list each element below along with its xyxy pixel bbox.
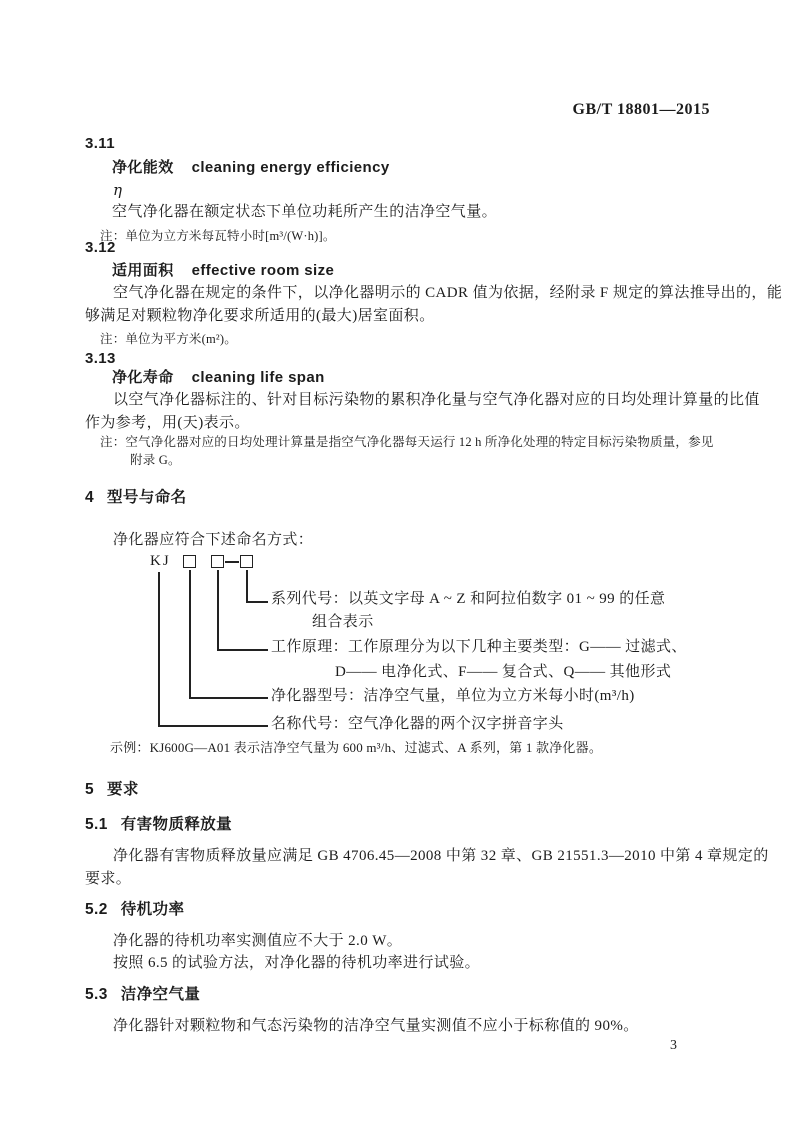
- term-number: 3.13: [85, 350, 116, 367]
- term-cn: 净化能效: [112, 159, 174, 176]
- model-prefix: KJ: [150, 553, 171, 569]
- diagram-label-series: 系列代号：以英文字母 A ~ Z 和阿拉伯数字 01 ~ 99 的任意: [271, 591, 666, 607]
- model-dash: [225, 561, 239, 563]
- connector-line: [189, 697, 268, 699]
- definition-line: 空气净化器在规定的条件下，以净化器明示的 CADR 值为依据，经附录 F 规定的算法推导出的，能: [113, 285, 783, 301]
- connector-line: [217, 570, 219, 650]
- diagram-label-series-cont: 组合表示: [312, 614, 374, 630]
- definition-line: 作为参考，用(天)表示。: [85, 415, 250, 431]
- connector-line: [246, 601, 268, 603]
- note-line: 注：单位为平方米(m²)。: [100, 332, 237, 346]
- doc-code: GB/T 18801—2015: [572, 101, 710, 118]
- term-symbol: η: [113, 181, 123, 199]
- connector-line: [189, 570, 191, 698]
- section-number: 4: [85, 489, 95, 506]
- subsection-heading: [85, 900, 184, 920]
- definition-line: 空气净化器在额定状态下单位功耗所产生的洁净空气量。: [112, 204, 498, 220]
- body-line: 要求。: [85, 871, 132, 887]
- section-title: 要求: [107, 781, 139, 798]
- model-box-3: [240, 555, 253, 568]
- term-en: cleaning energy efficiency: [191, 159, 390, 176]
- body-line: 按照 6.5 的试验方法，对净化器的待机功率进行试验。: [113, 955, 481, 971]
- subsection-number: 5.1: [85, 816, 108, 833]
- diagram-label-name: 名称代号：空气净化器的两个汉字拼音字头: [271, 716, 564, 732]
- diagram-label-principle-cont: D—— 电净化式、F—— 复合式、Q—— 其他形式: [335, 664, 672, 680]
- connector-line: [158, 572, 160, 726]
- diagram-label-model: 净化器型号：洁净空气量，单位为立方米每小时(m³/h): [271, 688, 635, 704]
- term-number: 3.11: [85, 135, 115, 152]
- subsection-heading: [85, 985, 200, 1005]
- term-cn: 净化寿命: [112, 369, 174, 386]
- model-box-1: [183, 555, 196, 568]
- definition-line: 以空气净化器标注的、针对目标污染物的累积净化量与空气净化器对应的日均处理计算量的比值: [113, 392, 760, 408]
- body-line: 净化器针对颗粒物和气态污染物的洁净空气量实测值不应小于标称值的 90%。: [113, 1018, 639, 1034]
- connector-line: [217, 649, 268, 651]
- subsection-number: 5.2: [85, 901, 108, 918]
- subsection-title: 有害物质释放量: [120, 816, 233, 833]
- subsection-title: 待机功率: [120, 901, 185, 918]
- term-cn: 适用面积: [112, 262, 174, 279]
- connector-line: [246, 570, 248, 602]
- note-line: 注：空气净化器对应的日均处理计算量是指空气净化器每天运行 12 h 所净化处理的特定目标污染物质量，参见: [100, 435, 714, 449]
- diagram-label-principle: 工作原理：工作原理分为以下几种主要类型：G—— 过滤式、: [271, 639, 687, 655]
- naming-intro: 净化器应符合下述命名方式：: [113, 532, 314, 548]
- term-number: 3.12: [85, 239, 116, 256]
- section-title: 型号与命名: [107, 489, 187, 506]
- section-heading: [85, 488, 187, 508]
- body-line: 净化器的待机功率实测值应不大于 2.0 W。: [113, 933, 403, 949]
- term-en: effective room size: [191, 262, 335, 279]
- term-en: cleaning life span: [191, 369, 325, 386]
- subsection-heading: [85, 815, 232, 835]
- section-heading: [85, 780, 139, 800]
- section-number: 5: [85, 781, 95, 798]
- connector-line: [158, 725, 268, 727]
- naming-example: 示例：KJ600G—A01 表示洁净空气量为 600 m³/h、过滤式、A 系列，第 1 款净化器。: [110, 740, 603, 755]
- subsection-number: 5.3: [85, 986, 108, 1003]
- note-line: 附录 G。: [130, 453, 181, 467]
- definition-line: 够满足对颗粒物净化要求所适用的(最大)居室面积。: [85, 308, 435, 324]
- model-box-2: [211, 555, 224, 568]
- subsection-title: 洁净空气量: [120, 986, 201, 1003]
- body-line: 净化器有害物质释放量应满足 GB 4706.45—2008 中第 32 章、GB 21551.3—2010 中第 4 章规定的: [113, 848, 769, 864]
- note-line: 注：单位为立方米每瓦特小时[m³/(W·h)]。: [100, 229, 336, 243]
- term-heading: [112, 158, 390, 178]
- term-heading: [112, 261, 334, 281]
- page-number: 3: [670, 1038, 678, 1053]
- term-heading: [112, 368, 325, 388]
